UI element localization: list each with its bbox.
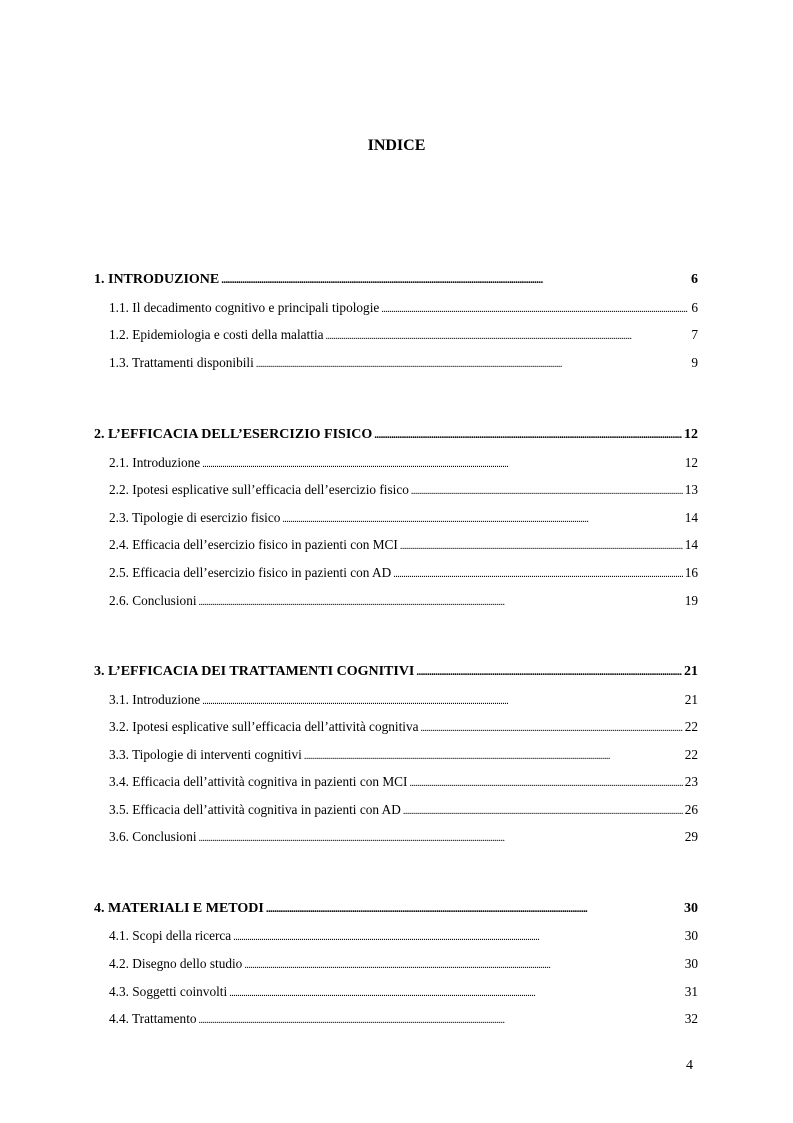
toc-entry-page: 21 [684,664,698,679]
toc-entry-label: 4. MATERIALI E METODI [94,901,264,916]
toc-chapter-4 [94,899,698,919]
dot-leader [381,298,689,320]
toc-section-1-3 [94,353,698,373]
toc-entry-label: 2.1. Introduzione [109,455,201,470]
toc-section-4-1 [94,926,698,946]
dot-leader [244,954,682,976]
toc-section-4-3 [94,982,698,1002]
toc-entry-page: 22 [684,747,698,762]
toc-entry-page: 32 [684,1011,698,1026]
toc-section-3-2 [94,717,698,737]
toc-entry-label: 3.2. Ipotesi esplicative sull’efficacia dell’attività cognitiva [109,719,419,734]
dot-leader [256,353,690,375]
toc-section-3-3 [94,745,698,765]
dot-leader [233,926,682,948]
toc-section-2-5 [94,563,698,583]
toc-entry-page: 9 [691,355,698,370]
toc-entry-page: 13 [684,482,698,497]
dot-leader [403,800,683,822]
dot-leader [400,535,683,557]
toc-entry-page: 30 [684,928,698,943]
toc-section-4-2 [94,954,698,974]
toc-entry-page: 21 [684,692,698,707]
toc-entry-label: 1.2. Epidemiologia e costi della malattia [109,327,324,342]
dot-leader [282,508,682,530]
toc-entry-page: 23 [684,774,698,789]
dot-leader [199,591,683,613]
toc-entry-label: 2. L’EFFICACIA DELL’ESERCIZIO FISICO [94,427,373,442]
toc-entry-page: 31 [684,984,698,999]
dot-leader [326,325,690,347]
toc-entry-page: 14 [684,510,698,525]
dot-leader [266,899,682,919]
toc-entry-label: 4.2. Disegno dello studio [109,956,243,971]
toc-section-1-2 [94,325,698,345]
toc-entry-page: 22 [684,719,698,734]
page-number: 4 [686,1058,693,1073]
toc-entry-page: 14 [684,537,698,552]
page-title: INDICE [367,137,426,154]
toc-entry-page: 12 [684,427,698,442]
toc-entry-page: 6 [691,272,698,287]
dot-leader [416,662,682,682]
dot-leader [421,717,683,739]
toc-entry-label: 2.2. Ipotesi esplicative sull’efficacia dell’esercizio fisico [109,482,409,497]
toc-entry-label: 1.1. Il decadimento cognitivo e principali tipologie [109,300,380,315]
toc-entry-page: 16 [684,565,698,580]
dot-leader [374,425,682,445]
dot-leader [199,827,683,849]
toc-section-3-5 [94,800,698,820]
toc-entry-label: 1.3. Trattamenti disponibili [109,355,254,370]
toc-entry-label: 2.6. Conclusioni [109,593,197,608]
toc-entry-label: 2.5. Efficacia dell’esercizio fisico in pazienti con AD [109,565,392,580]
toc-section-3-1 [94,690,698,710]
toc-entry-label: 3.1. Introduzione [109,692,201,707]
toc-entry-label: 3. L’EFFICACIA DEI TRATTAMENTI COGNITIVI [94,664,415,679]
toc-section-2-2 [94,480,698,500]
toc-entry-page: 6 [691,300,698,315]
dot-leader [304,745,683,767]
toc-section-3-4 [94,772,698,792]
dot-leader [202,690,682,712]
toc-entry-label: 4.3. Soggetti coinvolti [109,984,228,999]
toc-entry-page: 30 [684,901,698,916]
dot-leader [411,480,683,502]
toc-chapter-3 [94,662,698,682]
toc-section-3-6 [94,827,698,847]
toc-entry-page: 19 [684,593,698,608]
toc-section-4-4 [94,1009,698,1029]
dot-leader [221,270,689,290]
toc-entry-label: 4.4. Trattamento [109,1011,197,1026]
toc-entry-label: 2.3. Tipologie di esercizio fisico [109,510,281,525]
toc-entry-page: 12 [684,455,698,470]
toc-entry-label: 1. INTRODUZIONE [94,272,220,287]
toc-entry-label: 3.5. Efficacia dell’attività cognitiva in pazienti con AD [109,802,401,817]
dot-leader [202,453,682,475]
toc-section-2-3 [94,508,698,528]
toc-entry-label: 3.4. Efficacia dell’attività cognitiva in pazienti con MCI [109,774,408,789]
toc-section-2-6 [94,591,698,611]
toc-entry-page: 26 [684,802,698,817]
toc-entry-label: 3.6. Conclusioni [109,829,197,844]
toc-chapter-1 [94,270,698,290]
toc-entry-page: 30 [684,956,698,971]
toc-entry-label: 3.3. Tipologie di interventi cognitivi [109,747,302,762]
dot-leader [229,982,683,1004]
toc-entry-label: 4.1. Scopi della ricerca [109,928,232,943]
toc-chapter-2 [94,425,698,445]
toc-section-1-1 [94,298,698,318]
toc-entry-page: 7 [691,327,698,342]
toc-entry-page: 29 [684,829,698,844]
toc-section-2-1 [94,453,698,473]
dot-leader [393,563,683,585]
toc-entry-label: 2.4. Efficacia dell’esercizio fisico in pazienti con MCI [109,537,398,552]
toc-section-2-4 [94,535,698,555]
dot-leader [199,1009,683,1031]
dot-leader [409,772,682,794]
